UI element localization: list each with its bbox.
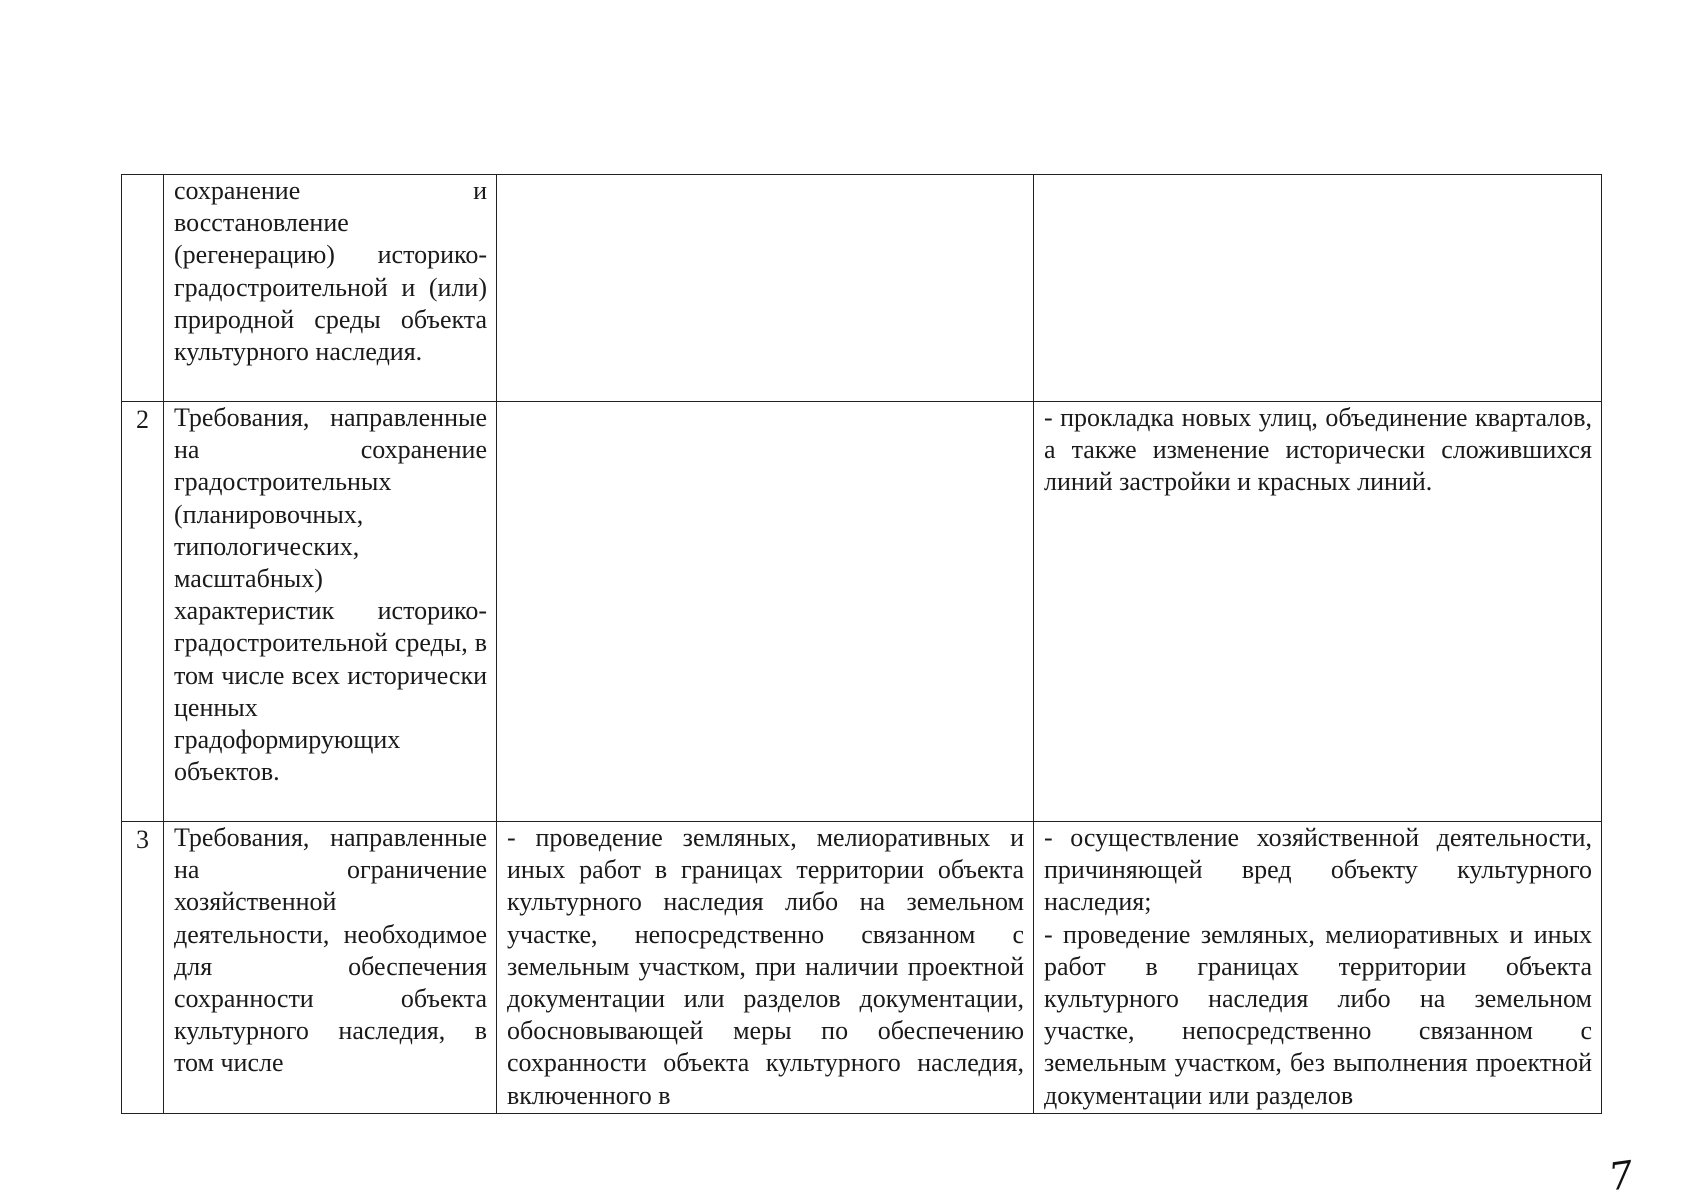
row-number: 3 [122, 822, 164, 1114]
prohibited-cell [1034, 175, 1602, 402]
requirement-text: Требования, направленные на ограничение хозяйственной деятельности, необходимое для обеспечения сохранности объекта культурного наследия, в том числе [174, 823, 487, 1078]
page-number-handwritten: 7 [1605, 1152, 1636, 1200]
table-row [122, 175, 1602, 402]
prohibited-text: - прокладка новых улиц, объединение кварталов, а также изменение исторически сложившихся линий застройки и красных линий. [1044, 403, 1592, 497]
permitted-cell [497, 402, 1034, 822]
prohibited-cell [1034, 822, 1602, 1114]
requirement-cell [164, 175, 497, 402]
requirement-cell [164, 402, 497, 822]
permitted-cell [497, 175, 1034, 402]
permitted-text: - проведение земляных, мелиоративных и иных работ в границах территории объекта культурного наследия либо на земельном участке, непосредственно связанном с земельным участком, при наличии проектной документации или разделов документации, обосновывающей меры по обеспечению сохранности объекта культурного наследия, включенного в [507, 823, 1024, 1110]
requirement-cell [164, 822, 497, 1114]
row-number: 2 [122, 402, 164, 822]
requirement-text: Требования, направленные на сохранение градостроительных (планировочных, типологических, масштабных) характеристик историко-градостроительной среды, в том числе всех исторически ценных градоформирующих объектов. [174, 403, 487, 787]
prohibited-cell [1034, 402, 1602, 822]
table-row [122, 402, 1602, 822]
requirement-text: сохранение и восстановление (регенерацию) историко-градостроительной и (или) природной среды объекта культурного наследия. [174, 176, 487, 367]
requirements-table [121, 174, 1602, 1114]
row-number [122, 175, 164, 402]
permitted-cell [497, 822, 1034, 1114]
prohibited-item: - осуществление хозяйственной деятельности, причиняющей вред объекту культурного наследия; [1044, 823, 1592, 917]
prohibited-item: - проведение земляных, мелиоративных и иных работ в границах территории объекта культурного наследия либо на земельном участке, непосредственно связанном с земельным участком, без выполнения проектной документации или разделов [1044, 919, 1592, 1110]
table-row [122, 822, 1602, 1114]
prohibited-text-block [1034, 822, 1601, 1112]
